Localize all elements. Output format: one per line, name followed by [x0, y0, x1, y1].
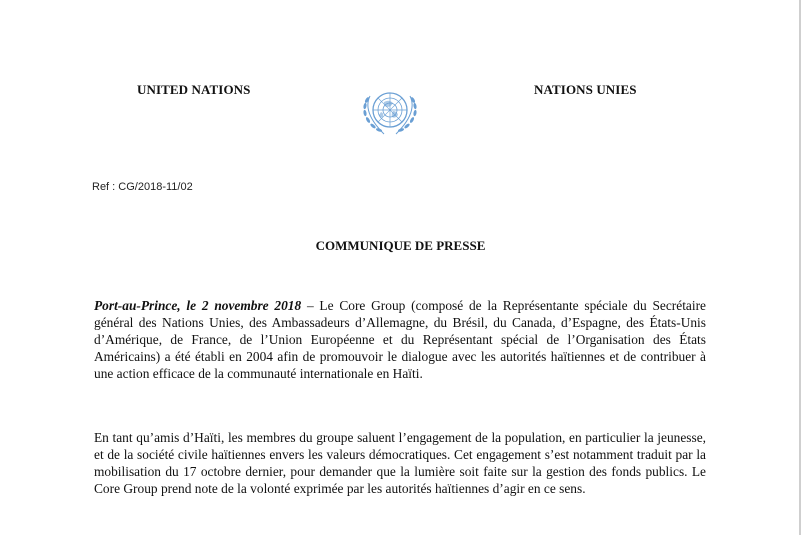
org-name-fr: NATIONS UNIES — [534, 82, 637, 97]
un-emblem-icon — [354, 80, 426, 142]
paragraph-2: En tant qu’amis d’Haïti, les membres du groupe saluent l’engagement de la population, en particulier la jeunesse, et de la société civile haïtiennes envers les valeurs démocratiques. Cet engagement s’est notamment traduit par la mobilisation du 17 octobre dernier, pour demander que la lumière soit faite sur la gestion des fonds publics. Le Core Group prend note de la volonté exprimée par les autorités haïtiennes d’agir en ce sens. — [94, 430, 706, 496]
paragraph-1 — [94, 297, 706, 382]
paragraph-1-body: – Le Core Group (composé de la Représentante spéciale du Secrétaire général des Nations Unies, des Ambassadeurs d’Allemagne, du Brésil, du Canada, d’Espagne, des États-Unis d’Amérique, de France, de l’Union Européenne et du Représentant spécial de l’Organisation des États Américains) a été établi en 2004 afin de promouvoir le dialogue avec les autorités haïtiennes et de contribuer à une action efficace de la communauté internationale en Haïti. — [94, 298, 706, 381]
dateline: Port-au-Prince, le 2 novembre 2018 — [94, 298, 302, 313]
document-title: COMMUNIQUE DE PRESSE — [315, 238, 486, 253]
reference-number: Ref : CG/2018-11/02 — [92, 181, 193, 193]
org-name-en: UNITED NATIONS — [137, 82, 251, 97]
